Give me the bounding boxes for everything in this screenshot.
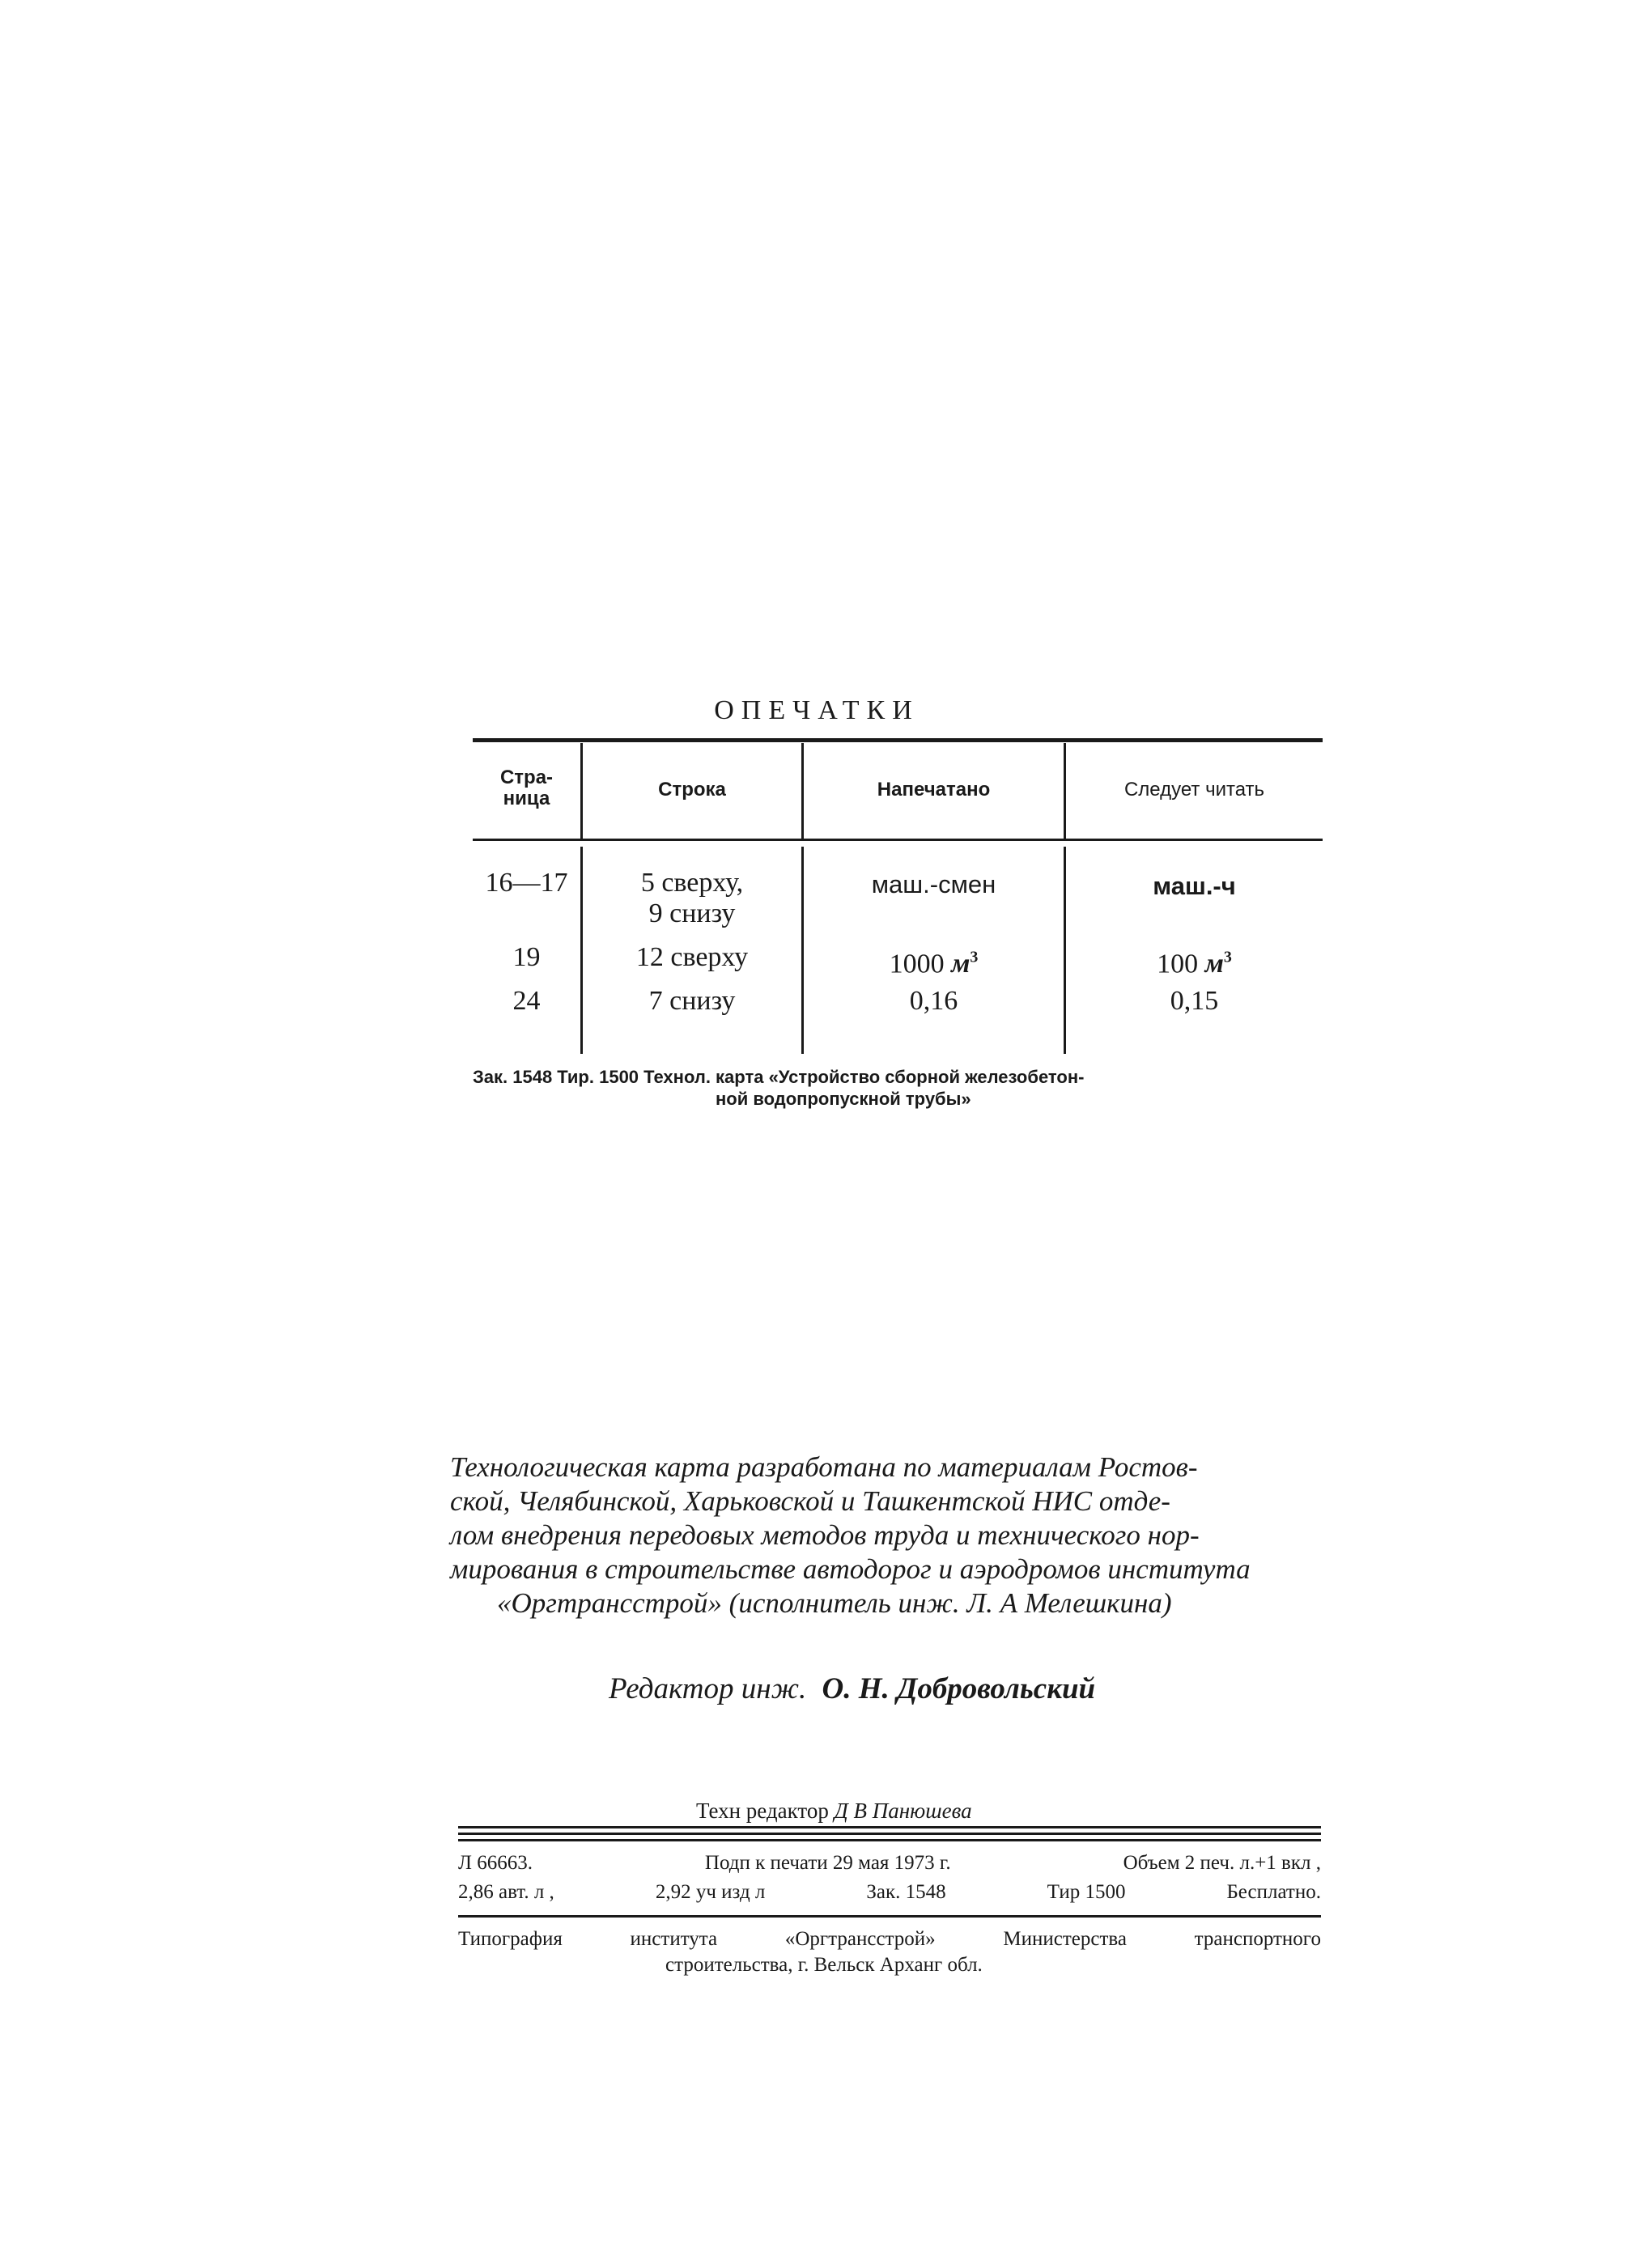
unit-letter: м	[1204, 949, 1224, 979]
tech-editor-line	[696, 1797, 1263, 1824]
imprint-volume: Объем 2 печ. л.+1 вкл ,	[1123, 1852, 1321, 1874]
imprint-rule	[458, 1839, 1321, 1841]
imprint-line-2	[458, 1879, 1321, 1905]
table-top-rule	[473, 738, 1323, 742]
tech-editor-name: Д В Панюшева	[834, 1799, 972, 1823]
printer-word: Министерства	[1003, 1928, 1127, 1950]
printer-word: института	[630, 1928, 718, 1950]
credits-line: лом внедрения передовых методов труда и технического нор-	[450, 1519, 1200, 1551]
credits-line: «Оргтрансстрой» (исполнитель инж. Л. А Мелешкина)	[497, 1587, 1172, 1619]
row3-page: 24	[512, 986, 541, 1016]
printer-info	[458, 1926, 1321, 1978]
unit-superscript: 3	[1223, 949, 1232, 966]
row1-printed: маш.-смен	[871, 870, 996, 898]
row2-printed-value: 1000	[889, 949, 945, 979]
imprint-print-run: Тир 1500	[1047, 1881, 1126, 1903]
imprint-author-sheets: 2,86 авт. л ,	[458, 1881, 554, 1903]
row3-line: 7 снизу	[648, 986, 736, 1016]
imprint-order: Зак. 1548	[866, 1881, 946, 1903]
errata-title: ОПЕЧАТКИ	[714, 695, 920, 725]
imprint-publisher-sheets: 2,92 уч изд л	[655, 1881, 766, 1903]
imprint-license: Л 66663.	[458, 1852, 533, 1874]
credits-line: мирования в строительстве автодорог и аэродромов института	[450, 1553, 1251, 1585]
footnote-line-2: ной водопропускной трубы»	[716, 1089, 971, 1109]
row2-printed-unit	[951, 949, 978, 979]
header-line: Строка	[658, 779, 726, 801]
row1-page: 16—17	[485, 868, 568, 898]
editor-line	[609, 1671, 1337, 1707]
row1-line: 5 сверху, 9 снизу	[640, 868, 744, 928]
row2-should-read-value: 100	[1157, 949, 1199, 979]
credits-line: Технологическая карта разработана по материалам Ростов-	[450, 1451, 1198, 1483]
editor-label: Редактор инж.	[609, 1672, 807, 1705]
row2-should-read	[1066, 942, 1323, 979]
printer-word: транспортного	[1194, 1928, 1321, 1950]
footnote-line-1: Зак. 1548 Тир. 1500 Технол. карта «Устройство сборной железобетон-	[473, 1067, 1085, 1087]
imprint-rule	[458, 1915, 1321, 1918]
row3-should-read: 0,15	[1170, 986, 1219, 1016]
editor-name: О. Н. Добровольский	[822, 1672, 1096, 1705]
unit-letter: м	[951, 949, 971, 979]
header-should-read: Следует читать	[1123, 779, 1265, 801]
row2-should-read-unit	[1205, 949, 1232, 979]
tech-editor-label: Техн редактор	[696, 1799, 829, 1823]
row2-line: 12 сверху	[635, 942, 749, 972]
row2-printed	[804, 942, 1064, 979]
imprint-signed: Подп к печати 29 мая 1973 г.	[704, 1852, 951, 1874]
printer-word: «Оргтрансстрой»	[784, 1928, 936, 1950]
imprint-rule	[458, 1833, 1321, 1835]
printer-word: Типография	[458, 1928, 563, 1950]
printer-line-1	[458, 1926, 1321, 1952]
header-printed: Напечатано	[877, 779, 991, 801]
errata-footnote	[473, 1066, 1331, 1110]
imprint-rule	[458, 1826, 1321, 1828]
imprint-price: Бесплатно.	[1226, 1881, 1321, 1903]
table-header-rule	[473, 839, 1323, 841]
printer-line-2: строительства, г. Вельск Арханг обл.	[665, 1954, 983, 1976]
credits-line: ской, Челябинской, Харьковской и Ташкентской НИС отде-	[450, 1485, 1170, 1517]
header-page: Стра- ница	[499, 767, 554, 809]
credits-paragraph	[450, 1450, 1324, 1620]
row1-should-read: маш.-ч	[1153, 872, 1236, 900]
imprint-line-1	[458, 1850, 1321, 1876]
unit-superscript: 3	[970, 949, 979, 966]
errata-table	[473, 738, 1323, 1054]
row3-printed: 0,16	[909, 986, 958, 1016]
row2-page: 19	[512, 942, 541, 972]
